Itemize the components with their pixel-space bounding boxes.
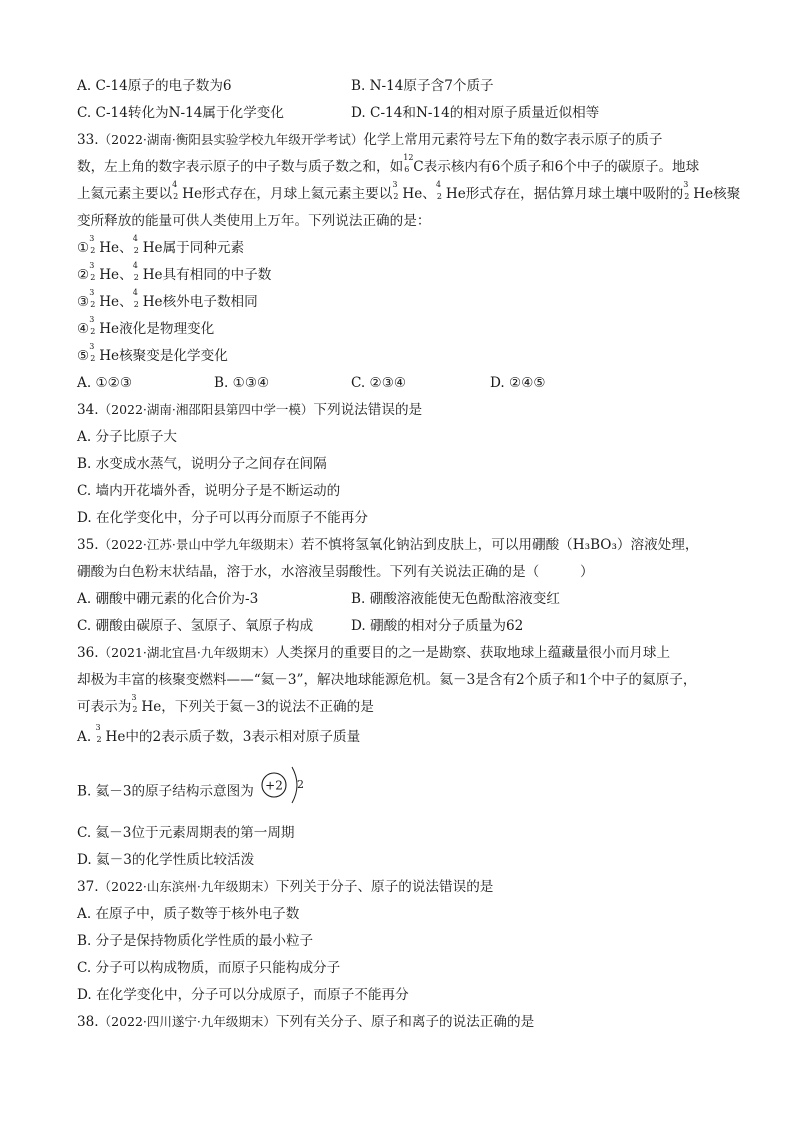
question-source: （2022·湖南·湘邵阳县第四中学一模） [98,402,314,417]
question-number: 38. [77,1014,99,1030]
q34-option-c: C. 墙内开花墙外香，说明分子是不断运动的 [77,483,341,499]
question-source: （2021·湖北宜昌·九年级期末） [98,645,276,660]
q33-statement-3: ③ 3 2 He、 4 2 He核外电子数相同 [77,288,258,310]
isotope-c12: 12 6 [403,153,414,174]
question-number: 36. [77,645,99,661]
q33-statement-1: ① 3 2 He、 4 2 He属于同种元素 [77,234,245,256]
q32-option-d: D. C-14和N-14的相对原子质量近似相等 [351,105,600,121]
isotope-he4: 4 2 [172,180,179,201]
q35-option-c: C. 硼酸由碳原子、氢原子、氧原子构成 [77,618,314,634]
atom-structure-diagram [258,762,314,808]
q33-stem-line-4: 变所释放的能量可供人类使用上万年。下列说法正确的是： [77,213,431,229]
q33-option-b: B. ①③④ [214,375,270,391]
question-number: 34. [77,402,99,418]
question-source: （2022·山东滨州·九年级期末） [98,879,276,894]
q33-stem-line-1: 33.（2022·湖南·衡阳县实验学校九年级开学考试）化学上常用元素符号左下角的数字表示原子的质子 [77,132,663,148]
q33-statement-5: ⑤ 3 2 He核聚变是化学变化 [77,342,228,364]
q35-option-a: A. 硼酸中硼元素的化合价为-3 [77,591,259,607]
q33-option-d: D. ②④⑤ [490,375,546,391]
question-number: 35. [77,537,99,553]
q33-statement-2: ② 3 2 He、 4 2 He具有相同的中子数 [77,261,272,283]
q33-stem-line-2: 数，左上角的数字表示原子的中子数与质子数之和，如 12 6 C表示核内有6个质子和6个中子的碳原子。地球 [77,153,700,175]
q34-option-a: A. 分子比原子大 [77,429,178,445]
q34-option-d: D. 在化学变化中，分子可以再分而原子不能再分 [77,510,368,526]
q32-option-c: C. C-14转化为N-14属于化学变化 [77,105,284,121]
q36-stem-line-1: 36.（2021·湖北宜昌·九年级期末）人类探月的重要目的之一是勘察、获取地球上蕴藏量很小而月球上 [77,645,671,661]
q35-option-b: B. 硼酸溶液能使无色酚酞溶液变红 [351,591,560,607]
question-source: （2022·四川遂宁·九年级期末） [98,1014,276,1029]
q36-option-b: B. 氦－3的原子结构示意图为 +2 2 [77,776,314,808]
electron-count: 2 [296,778,304,791]
q37-option-c: C. 分子可以构成物质，而原子只能构成分子 [77,960,341,976]
q35-option-d: D. 硼酸的相对分子质量为62 [351,618,524,634]
q37-option-b: B. 分子是保持物质化学性质的最小粒子 [77,933,314,949]
q33-stem-line-3: 上氦元素主要以 4 2 He形式存在，月球上氦元素主要以 3 2 He、 4 2 He形式存在，据估算月球土壤中吸附的 3 2 He核聚 [77,180,741,202]
question-source: （2022·江苏·景山中学九年级期末） [98,537,301,552]
q35-stem-line-2: 硼酸为白色粉末状结晶，溶于水，水溶液呈弱酸性。下列有关说法正确的是（ ） [77,564,594,580]
q32-option-a: A. C-14原子的电子数为6 [77,78,232,94]
q36-stem-line-3: 可表示为 3 2 He，下列关于氦－3的说法不正确的是 [77,693,374,715]
q34-stem: 34.（2022·湖南·湘邵阳县第四中学一模）下列说法错误的是 [77,402,423,418]
question-source: （2022·湖南·衡阳县实验学校九年级开学考试） [98,132,364,147]
isotope-he3: 3 2 [683,180,690,201]
q36-option-d: D. 氦－3的化学性质比较活泼 [77,852,255,868]
q34-option-b: B. 水变成水蒸气，说明分子之间存在间隔 [77,456,327,472]
isotope-he4: 4 2 [435,180,442,201]
q33-option-c: C. ②③④ [351,375,407,391]
q36-option-a: A. 3 2 He中的2表示质子数，3表示相对原子质量 [77,723,361,745]
question-number: 37. [77,879,99,895]
q37-stem: 37.（2022·山东滨州·九年级期末）下列关于分子、原子的说法错误的是 [77,879,494,895]
q35-stem-line-1: 35.（2022·江苏·景山中学九年级期末）若不慎将氢氧化钠沾到皮肤上，可以用硼酸（H₃BO₃）溶液处理， [77,537,699,553]
q32-option-b: B. N-14原子含7个质子 [351,78,494,94]
q38-stem: 38.（2022·四川遂宁·九年级期末）下列有关分子、原子和离子的说法正确的是 [77,1014,535,1030]
q37-option-a: A. 在原子中，质子数等于核外电子数 [77,906,300,922]
isotope-he3: 3 2 [392,180,399,201]
q37-option-d: D. 在化学变化中，分子可以分成原子，而原子不能再分 [77,987,409,1003]
question-number: 33. [77,132,99,148]
q36-stem-line-2: 却极为丰富的核聚变燃料——“氦－3”，解决地球能源危机。氦－3是含有2个质子和1个中子的氦原子， [77,672,697,688]
q33-option-a: A. ①②③ [77,375,133,391]
nucleus-charge: +2 [264,778,283,793]
q36-option-c: C. 氦－3位于元素周期表的第一周期 [77,825,295,841]
q33-statement-4: ④ 3 2 He液化是物理变化 [77,315,215,337]
